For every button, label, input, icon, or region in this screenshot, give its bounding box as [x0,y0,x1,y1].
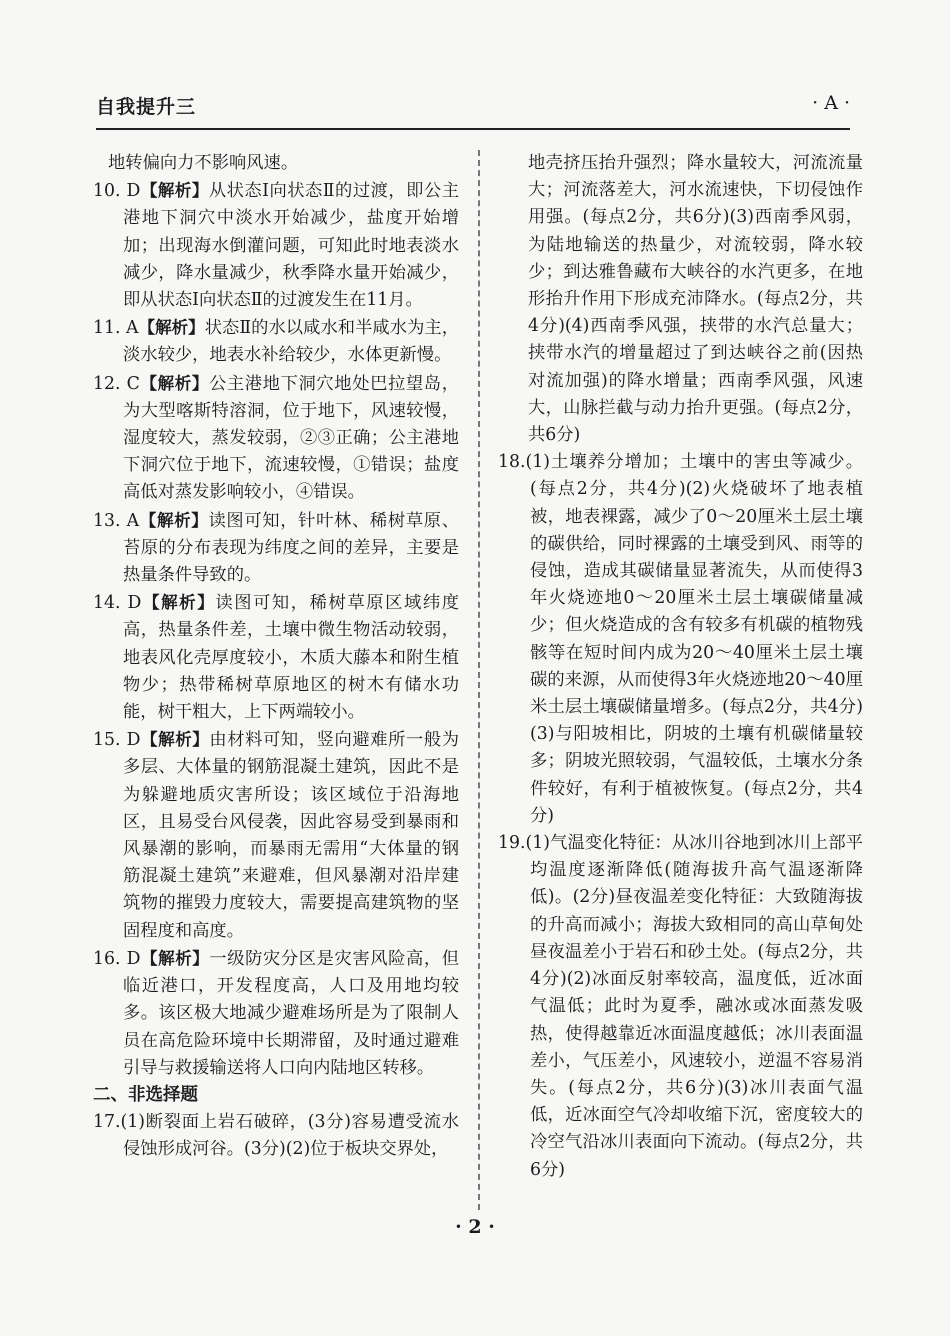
item-number: 15. D [93,730,141,751]
item-text: (1)气温变化特征：从冰川谷地到冰川上部平均温度逐渐降低(随海拔升高气温逐渐降低)。(2分)昼夜温差变化特征：大致随海拔的升高而减小；海拔大致相同的高山草甸处昼夜温差小于岩石和砂土处。(每点2分，共4分)(2)冰面反射率较高，温度低，近冰面气温低；此时为夏季，融冰或冰面蒸发吸热，使得越靠近冰面温度越低；冰川表面温差小，气压差小，风速较小，逆温不容易消失。(每点2分，共6分)(3)冰川表面气温低，近冰面空气冷却收缩下沉，密度较大的冷空气沿冰川表面向下流动。(每点2分，共6分) [525,833,863,1180]
answer-item-12 [93,370,459,507]
item-number: 13. A [93,510,140,531]
item-text: 读图可知，稀树草原区域纬度高，热量条件差，土壤中微生物活动较弱，地表风化壳厚度较小，木质大藤本和附生植物少；热带稀树草原地区的树木有储水功能，树干粗大，上下两端较小。 [123,593,459,723]
item-text: 一级防灾分区是灾害风险高，但临近港口，开发程度高，人口及用地均较多。该区极大地减少避难场所是为了限制人员在高危险环境中长期滞留，及时通过避难引导与救援输送将人口向内陆地区转移。 [123,948,459,1078]
item-number: 10. D [93,181,141,202]
column-divider [478,150,480,1210]
analysis-tag: 【解析】 [138,318,205,338]
item-number: 12. C [93,373,140,394]
answer-item-16 [93,945,459,1082]
header-edition-mark: · A · [812,92,850,114]
continued-text: 地转偏向力不影响风速。 [108,153,299,173]
page-header [96,88,850,130]
answer-item-14 [93,589,459,726]
answer-item-13 [93,507,459,590]
section-title: 二、非选择题 [93,1084,198,1105]
answer-item-11 [93,314,459,369]
analysis-tag: 【解析】 [140,948,210,968]
analysis-tag: 【解析】 [141,593,216,613]
item-number: 14. D [93,593,142,614]
analysis-tag: 【解析】 [140,181,209,201]
answer-item-19 [498,830,863,1184]
answer-item-10 [93,177,459,314]
left-column [93,150,459,1164]
item-text: 由材料可知，竖向避难所一般为多层、大体量的钢筋混凝土建筑，因此不是为躲避地质灾害所设；该区域位于沿海地区，且易受台风侵袭，因此容易受到暴雨和风暴潮的影响，而暴雨无需用“大体量的钢筋混凝土建筑”来避难，但风暴潮对沿岸建筑物的摧毁力度较大，需要提高建筑物的坚固程度和高度。 [123,730,459,941]
item-text: 读图可知，针叶林、稀树草原、苔原的分布表现为纬度之间的差异，主要是热量条件导致的。 [123,510,459,586]
answer-item-17 [93,1109,459,1163]
item-number: 16. D [93,948,141,969]
analysis-tag: 【解析】 [139,373,209,393]
item-number: 17. [93,1112,121,1133]
item-text: 从状态Ⅰ向状态Ⅱ的过渡，即公主港地下洞穴中淡水开始减少，盐度开始增加；出现海水倒灌问题，可知此时地表淡水减少，降水量减少，秋季降水量开始减少，即从状态Ⅰ向状态Ⅱ的过渡发生在11月。 [123,181,459,311]
right-column [498,150,863,1184]
header-title: 自我提升三 [96,96,197,118]
answer-item-18 [498,449,863,830]
item-number: 19. [498,833,526,854]
item-number: 18. [498,452,526,473]
answer-item-17-continued: 地壳挤压抬升强烈；降水量较大，河流流量大；河流落差大，河水流速快，下切侵蚀作用强。(每点2分，共6分)(3)西南季风弱，为陆地输送的热量少，对流较弱，降水较少；到达雅鲁藏布大峡谷的水汽更多，在地形抬升作用下形成充沛降水。(每点2分，共4分)(4)西南季风强，挟带的水汽总量大；挟带水汽的增量超过了到达峡谷之前(因热对流加强)的降水增量；西南季风强，风速大，山脉拦截与动力抬升更强。(每点2分，共6分) [528,153,863,446]
item-text: (1)土壤养分增加；土壤中的害虫等减少。(每点2分，共4分)(2)火烧破坏了地表植被，地表裸露，减少了0～20厘米土层土壤的碳供给，同时裸露的土壤受到风、雨等的侵蚀，造成其碳储量显著流失，从而使得3年火烧迹地0～20厘米土层土壤碳储量减少；但火烧造成的含有较多有机碳的植物残骸等在短时间内成为20～40厘米土层土壤碳的来源，从而使得3年火烧迹地20～40厘米土层土壤碳储量增多。(每点2分，共4分)(3)与阳坡相比，阴坡的土壤有机碳储量较多；阴坡光照较弱，气温较低，土壤水分条件较好，有利于植被恢复。(每点2分，共4分) [525,452,863,826]
answer-item-15 [93,726,459,945]
item-text: (1)断裂面上岩石破碎，(3分)容易遭受流水侵蚀形成河谷。(3分)(2)位于板块交界处， [120,1112,459,1160]
analysis-tag: 【解析】 [140,730,210,750]
item-text: 公主港地下洞穴地处巴拉望岛，为大型喀斯特溶洞，位于地下，风速较慢，湿度较大，蒸发较弱，②③正确；公主港地下洞穴位于地下，流速较慢，①错误；盐度高低对蒸发影响较小，④错误。 [123,373,459,503]
page-number: · 2 · [455,1216,495,1238]
item-text: 状态Ⅱ的水以咸水和半咸水为主，淡水较少，地表水补给较少，水体更新慢。 [123,318,459,366]
item-number: 11. A [93,318,139,339]
analysis-tag: 【解析】 [139,510,209,530]
